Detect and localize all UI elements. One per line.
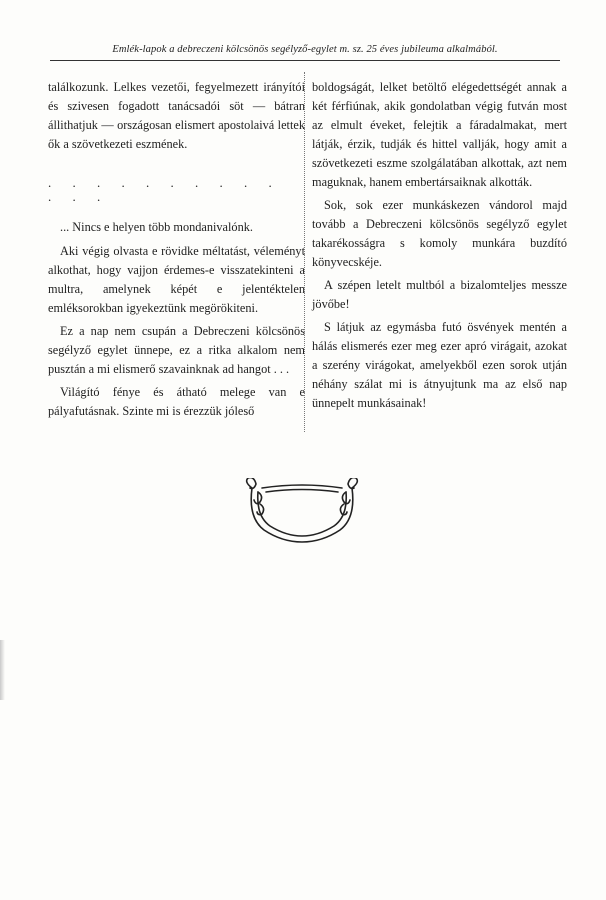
left-paragraph-2: ... Nincs e helyen több mondanivalónk. bbox=[60, 220, 253, 234]
right-paragraph-1: boldogságát, lelket betöltő elégedettségét annak a két férfiúnak, akik gondolatban végig futván most az elmult éveket, felejtik a fáradalmakat, mert látják, érzik, tudják és hittel vallják, hogy amit a szövetkezeti eszme szolgálatában alkottak, azt nem maguknak, hanem embertársaiknak alkották. bbox=[312, 80, 567, 189]
right-paragraph-3: A szépen letelt multból a bizalomteljes messze jövőbe! bbox=[312, 278, 567, 311]
left-paragraph-1: találkozunk. Lelkes vezetői, fegyelmezett irányítói és szivesen fogadott tanácsadói söt — bátran állithatjuk — országosan elismert apostolaivá lettek ők a szövetkezeti eszmének. bbox=[48, 80, 305, 151]
art-nouveau-tailpiece-ornament-icon bbox=[238, 478, 366, 544]
right-paragraph-2: Sok, sok ezer munkáskezen vándorol majd tovább a Debreczeni kölcsönös segélyző egylet takarékosságra s komoly munkára buzdító könyvecskéje. bbox=[312, 198, 567, 269]
right-paragraph-4: S látjuk az egymásba futó ösvények mentén a hálás elismerés ezer meg ezer apró virágait, azokat a szerény virágokat, amelyekből ezen sorok utján néhány szálat mi is átnyujtunk ma az első nap ünnepelt munkásainak! bbox=[312, 320, 567, 410]
column-divider bbox=[304, 72, 305, 432]
left-paragraph-3: Aki végig olvasta e rövidke méltatást, véleményt alkothat, hogy vajjon érdemes-e visszatekinteni a multra, amelynek képét e jelentéktelen emléksorokban igyekeztünk megörökiteni. bbox=[48, 244, 305, 315]
right-column bbox=[312, 78, 567, 413]
header-rule bbox=[50, 60, 560, 61]
left-paragraph-5: Világító fénye és átható melege van e pályafutásnak. Szinte mi is érezzük jóleső bbox=[48, 385, 305, 418]
running-header: Emlék-lapok a debreczeni kölcsönös segélyző-egylet m. sz. 25 éves jubileuma alkalmából. bbox=[112, 44, 498, 55]
scan-edge-shadow bbox=[0, 640, 5, 700]
ellipsis-separator: . . . . . . . . . . . . . bbox=[48, 175, 281, 204]
left-paragraph-4: Ez a nap nem csupán a Debreczeni kölcsönös segélyző egylet ünnepe, ez a ritka alkalom nem pusztán a mi elismerő szavainknak ad hangot . . . bbox=[48, 324, 305, 376]
left-column bbox=[48, 78, 305, 421]
